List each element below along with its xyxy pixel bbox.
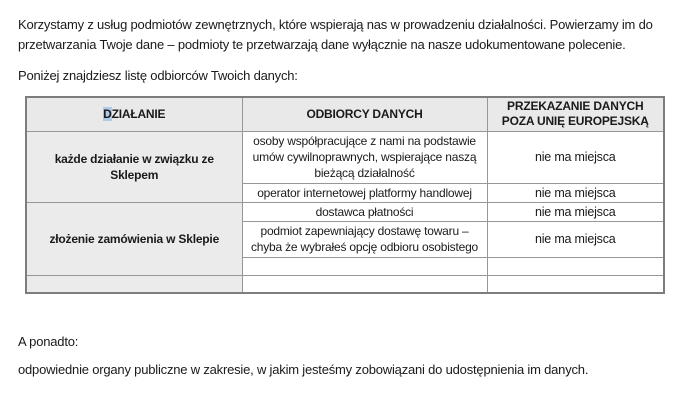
selected-text-highlight: D	[103, 106, 112, 121]
table-cell-action: złożenie zamówienia w Sklepie	[26, 202, 242, 275]
intro-paragraph	[18, 15, 666, 55]
table-cell-recipient: podmiot zapewniający dostawę towaru – chyba że wybrałeś opcję odbioru osobistego	[242, 221, 487, 257]
table-header-row	[26, 97, 664, 131]
table-row	[26, 131, 664, 183]
column-header-transfer-line-2: POZA UNIĘ EUROPEJSKĄ	[501, 114, 649, 129]
table-cell-recipient	[242, 257, 487, 275]
table-cell-transfer: nie ma miejsca	[487, 221, 664, 257]
table-cell-recipient: dostawca płatności	[242, 202, 487, 221]
table-cell-action: każde działanie w związku ze Sklepem	[26, 131, 242, 202]
column-header-transfer-line-1: PRZEKAZANIE DANYCH	[507, 99, 644, 114]
table-row-empty	[26, 275, 664, 293]
table-cell-transfer: nie ma miejsca	[487, 131, 664, 183]
table-cell-recipient: osoby współpracujące z nami na podstawie umów cywilnoprawnych, wspierające naszą bieżącą działalność	[242, 131, 487, 183]
table-cell-recipient	[242, 275, 487, 293]
outro-heading: A ponadto:	[18, 334, 79, 349]
list-intro-text: Poniżej znajdziesz listę odbiorców Twoich danych:	[18, 68, 298, 83]
intro-paragraph-line-1: Korzystamy z usług podmiotów zewnętrznych, które wspierają nas w prowadzeniu działalności. Powierzamy im do	[18, 17, 653, 32]
column-header-recipients: ODBIORCY DANYCH	[242, 97, 487, 131]
column-header-action-label: ZIAŁANIE	[111, 106, 166, 121]
table-row	[26, 202, 664, 221]
data-recipients-table	[25, 96, 665, 294]
table-cell-transfer: nie ma miejsca	[487, 183, 664, 202]
table-cell-recipient: operator internetowej platformy handlowej	[242, 183, 487, 202]
table-cell-action	[26, 275, 242, 293]
column-header-action	[26, 97, 242, 131]
table-cell-transfer	[487, 275, 664, 293]
intro-paragraph-line-2: przetwarzania Twoje dane – podmioty te przetwarzają dane wyłącznie na nasze udokumentowane polecenie.	[18, 37, 626, 52]
column-header-transfer	[487, 97, 664, 131]
outro-paragraph: odpowiednie organy publiczne w zakresie, w jakim jesteśmy zobowiązani do udostępnienia im danych.	[18, 362, 589, 377]
table-cell-transfer: nie ma miejsca	[487, 202, 664, 221]
table-cell-transfer	[487, 257, 664, 275]
